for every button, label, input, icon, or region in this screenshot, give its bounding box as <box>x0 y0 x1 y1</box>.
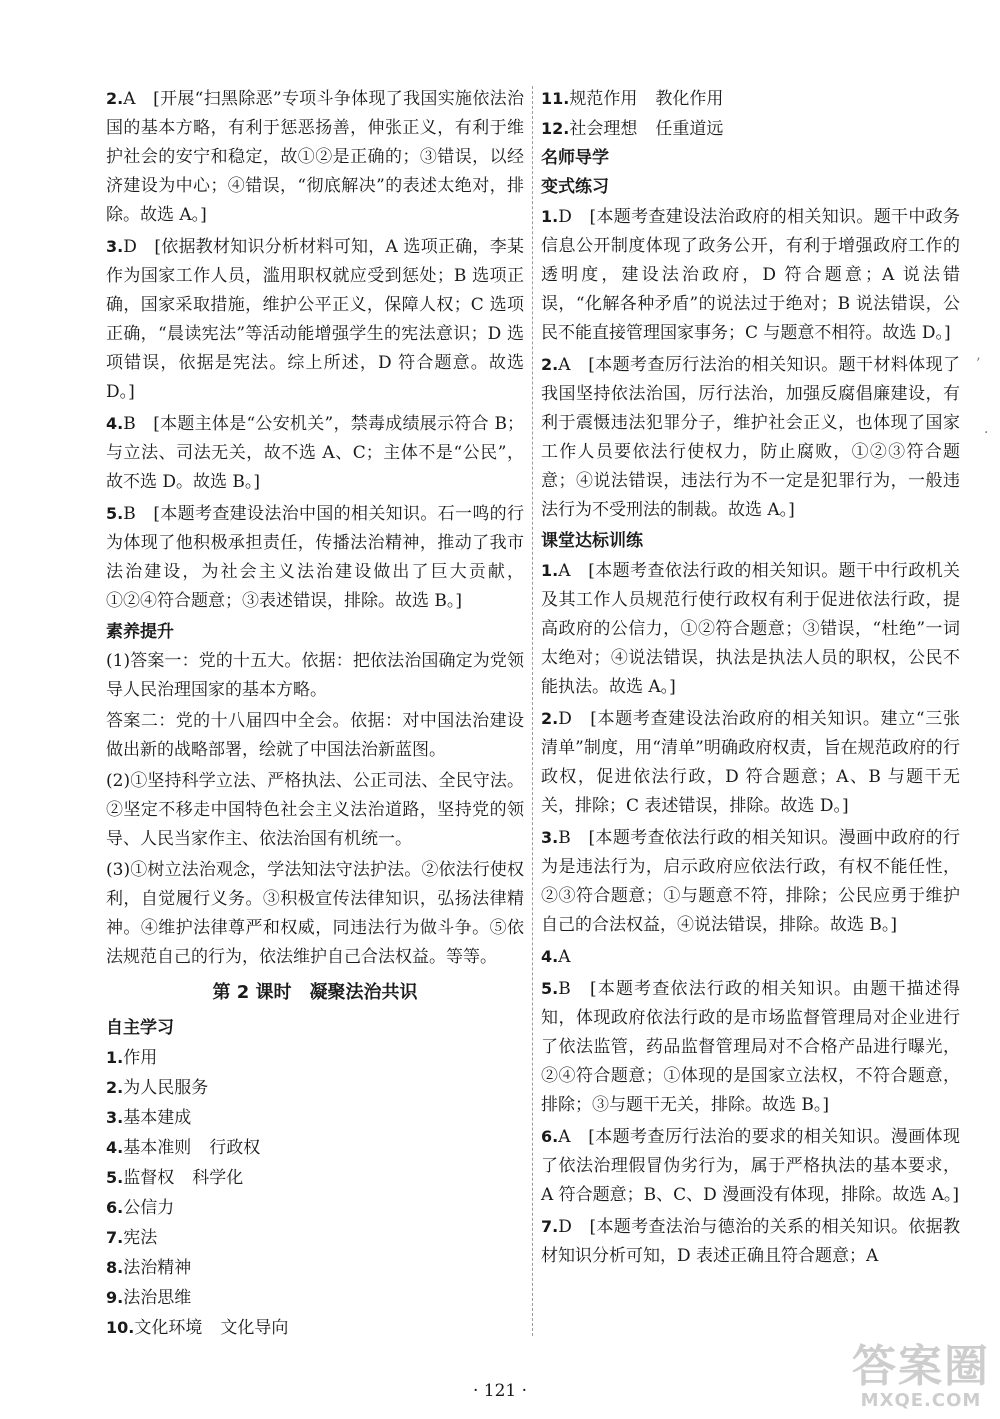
watermark-logo <box>846 1343 996 1413</box>
watermark-site-text: MXQE.COM <box>860 1390 982 1411</box>
column-divider <box>532 86 533 1336</box>
section-heading-ketang: 课堂达标训练 <box>541 531 643 551</box>
zizhu-item: 1.作用 <box>106 1048 158 1068</box>
suyang-paragraph: (2)①坚持科学立法、严格执法、公正司法、全民守法。②坚定不移走中国特色社会主义法治道路，坚持党的领导、人民当家作主、依法治国有机统一。 <box>106 771 524 849</box>
answer-list-top <box>106 84 524 616</box>
answer-item: 5.B [本题考查依法行政的相关知识。由题干描述得知，体现政府依法行政的是市场监督管理局对企业进行了依法监管，药品监督管理局对不合格产品进行曝光，②④符合题意；①体现的是国家立法权，不符合题意，排除；③与题干无关，排除。故选 B。] <box>541 979 960 1115</box>
zizhu-item: 5.监督权 科学化 <box>106 1168 244 1188</box>
zizhu-item: 6.公信力 <box>106 1198 175 1218</box>
zizhu-item: 4.基本准则 行政权 <box>106 1138 261 1158</box>
suyang-paragraph: (1)答案一：党的十五大。依据：把依法治国确定为党领导人民治理国家的基本方略。 <box>106 651 524 700</box>
section-heading-mingshi: 名师导学 <box>541 148 609 168</box>
lesson-title: 第 2 课时 凝聚法治共识 <box>212 982 418 1003</box>
zizhu-item: 2.为人民服务 <box>106 1078 209 1098</box>
page-number: · 121 · <box>472 1381 528 1401</box>
answer-item: 1.A [本题考查依法行政的相关知识。题干中行政机关及其工作人员规范行使行政权有利于促进依法行政，提高政府的公信力，①②符合题意；③错误，“杜绝”一词太绝对；④说法错误，执法是执法人员的职权，公民不能执法。故选 A。] <box>541 561 960 697</box>
watermark-logo-text: 答案圈 <box>852 1341 990 1392</box>
answer-item: 7.D [本题考查法治与德治的关系的相关知识。依据教材知识分析可知，D 表述正确且符合题意；A <box>541 1217 960 1266</box>
zizhu-item: 12.社会理想 任重道远 <box>541 119 724 139</box>
margin-mark: · <box>984 425 989 441</box>
answer-item: 5.B [本题考查建设法治中国的相关知识。石一鸣的行为体现了他积极承担责任，传播法治精神，推动了我市法治建设，为社会主义法治建设做出了巨大贡献，①②④符合题意；③表述错误，排除。故选 B。] <box>106 504 524 611</box>
left-column <box>106 84 524 1343</box>
zizhu-item: 10.文化环境 文化导向 <box>106 1318 289 1338</box>
answer-item: 4.A <box>541 947 571 967</box>
zizhu-item: 11.规范作用 教化作用 <box>541 89 724 109</box>
right-column <box>541 84 960 1273</box>
suyang-paragraph: (3)①树立法治观念，学法知法守法护法。②依法行使权利，自觉履行义务。③积极宣传法律知识，弘扬法律精神。④维护法律尊严和权威，同违法行为做斗争。⑤依法规范自己的行为，依法维护自己合法权益。等等。 <box>106 860 524 967</box>
answer-item: 1.D [本题考查建设法治政府的相关知识。题干中政务信息公开制度体现了政务公开，有利于增强政府工作的透明度，建设法治政府，D 符合题意；A 说法错误，“化解各种矛盾”的说法过于绝对；B 说法错误，公民不能直接管理国家事务；C 与题意不相符。故选 D。] <box>541 207 960 343</box>
zizhu-item: 3.基本建成 <box>106 1108 192 1128</box>
zizhu-item: 9.法治思维 <box>106 1288 192 1308</box>
section-heading-bianshi: 变式练习 <box>541 177 609 197</box>
answer-item: 4.B [本题主体是“公安机关”，禁毒成绩展示符合 B；与立法、司法无关，故不选 A、C；主体不是“公民”，故不选 D。故选 B。] <box>106 414 524 492</box>
margin-mark: ’ <box>976 356 981 372</box>
answer-item: 3.B [本题考查依法行政的相关知识。漫画中政府的行为是违法行为，启示政府应依法行政，有权不能任性，②③符合题意；①与题意不符，排除；公民应勇于维护自己的合法权益，④说法错误，排除。故选 B。] <box>541 828 960 935</box>
zizhu-list <box>106 1043 524 1343</box>
section-heading-zizhu: 自主学习 <box>106 1018 174 1038</box>
answer-item: 2.D [本题考查建设法治政府的相关知识。建立“三张清单”制度，用“清单”明确政府权责，旨在规范政府的行政权，促进依法行政，D 符合题意；A、B 与题干无关，排除；C 表述错误，排除。故选 D。] <box>541 709 960 816</box>
answer-item: 2.A [本题考查厉行法治的相关知识。题干材料体现了我国坚持依法治国，厉行法治，加强反腐倡廉建设，有利于震慑违法犯罪分子，维护社会正义，也体现了国家工作人员要依法行使权力，防止腐败，①②③符合题意；④说法错误，违法行为不一定是犯罪行为，一般违法行为不受刑法的制裁。故选 A。] <box>541 355 960 520</box>
suyang-paragraph: 答案二：党的十八届四中全会。依据：对中国法治建设做出新的战略部署，绘就了中国法治新蓝图。 <box>106 711 524 760</box>
zizhu-item: 7.宪法 <box>106 1228 158 1248</box>
answer-item: 2.A [开展“扫黑除恶”专项斗争体现了我国实施依法治国的基本方略，有利于惩恶扬善，伸张正义，有利于维护社会的安宁和稳定，故①②是正确的；③错误，以经济建设为中心；④错误，“彻底解决”的表述太绝对，排除。故选 A。] <box>106 89 524 225</box>
answer-item: 6.A [本题考查厉行法治的要求的相关知识。漫画体现了依法治理假冒伪劣行为，属于严格执法的基本要求，A 符合题意；B、C、D 漫画没有体现，排除。故选 A。] <box>541 1127 960 1205</box>
answer-item: 3.D [依据教材知识分析材料可知，A 选项正确，李某作为国家工作人员，滥用职权就应受到惩处；B 选项正确，国家采取措施，维护公平正义，保障人权；C 选项正确，“晨读宪法”等活动能增强学生的宪法意识；D 选项错误，依据是宪法。综上所述，D 符合题意。故选 D。] <box>106 237 524 402</box>
section-heading-suyang: 素养提升 <box>106 622 174 642</box>
zizhu-item: 8.法治精神 <box>106 1258 192 1278</box>
